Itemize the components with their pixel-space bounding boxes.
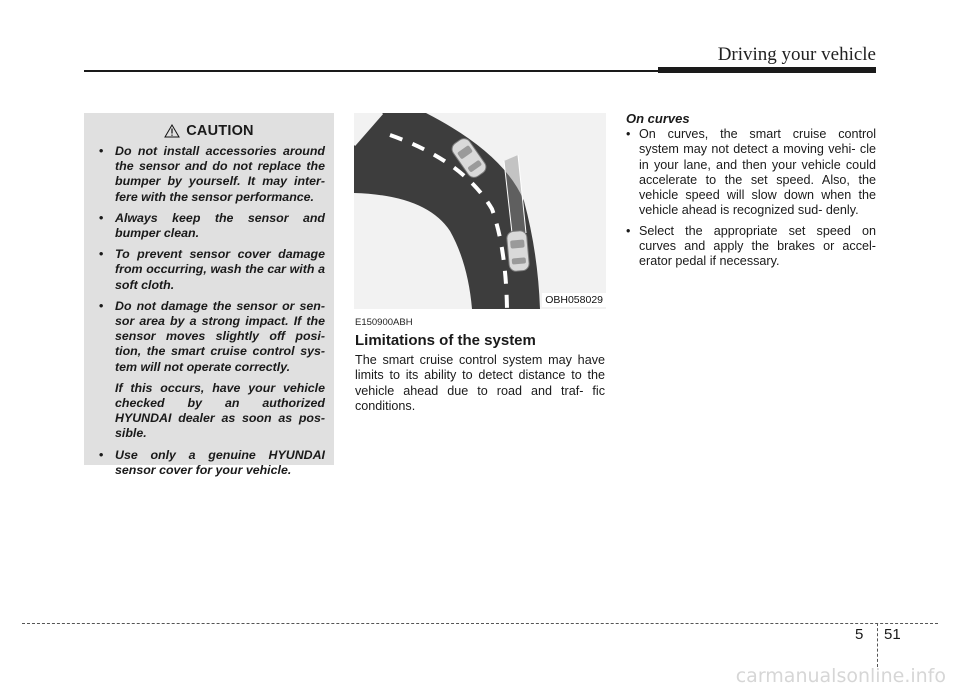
- figure-code: OBH058029: [542, 293, 606, 307]
- curve-illustration: [354, 113, 606, 309]
- caution-title: CAUTION: [186, 123, 254, 139]
- caution-item: [93, 211, 325, 241]
- caution-item: [93, 299, 325, 442]
- chapter-number: 5: [855, 626, 864, 643]
- header-rule: [84, 70, 660, 72]
- header-title: Driving your vehicle: [717, 44, 876, 65]
- caution-text: • Do not install accessories around the sensor and do not replace the bumper by yourself. It may inter- fere with the sensor performance.: [115, 144, 325, 204]
- caution-item: [93, 247, 325, 293]
- caution-item: [93, 448, 325, 478]
- section-title: Limitations of the system: [355, 332, 536, 349]
- footer-rule: [22, 623, 938, 624]
- section-code: E150900ABH: [355, 317, 413, 328]
- caution-item: [93, 144, 325, 205]
- own-vehicle: [506, 230, 529, 272]
- header-rule-bold: [658, 67, 876, 73]
- page-number: 51: [884, 626, 901, 643]
- curves-item: • On curves, the smart cruise control system may not detect a moving vehi- cle in your lane, and then your vehicle could accelerate to the set speed. Also, the vehicle speed will slow down when the vehicle ahead is recognized sud- denly.: [626, 127, 876, 219]
- caution-text: • To prevent sensor cover damage from occurring, wash the car with a soft cloth.: [115, 247, 325, 292]
- caution-header: [93, 123, 325, 139]
- caution-text: • Do not damage the sensor or sen- sor area by a strong impact. If the sensor moves slightly off posi- tion, the smart cruise control sys- tem will not operate correctly.: [115, 298, 325, 374]
- curves-list: [626, 127, 876, 270]
- limitations-section: [355, 317, 605, 414]
- footer-divider: [877, 623, 878, 667]
- watermark: carmanualsonline.info: [735, 665, 946, 687]
- caution-text: • Always keep the sensor and bumper clean.: [115, 210, 325, 241]
- caution-text: If this occurs, have your vehicle checked by an authorized HYUNDAI dealer as soon as pos- sible.: [115, 380, 325, 441]
- warning-triangle-icon: [164, 124, 180, 138]
- curved-road-illustration: [354, 113, 606, 309]
- section-body: The smart cruise control system may have limits to its ability to detect distance to the vehicle ahead due to road and traf- fic conditions.: [355, 353, 605, 413]
- caution-box: [84, 113, 334, 477]
- curves-title: On curves: [626, 111, 690, 126]
- curves-section: [626, 111, 876, 275]
- caution-text: • Use only a genuine HYUNDAI sensor cover for your vehicle.: [115, 447, 325, 477]
- curves-item: • Select the appropriate set speed on curves and apply the brakes or accel- erator pedal if necessary.: [626, 224, 876, 270]
- caution-list: [93, 144, 325, 478]
